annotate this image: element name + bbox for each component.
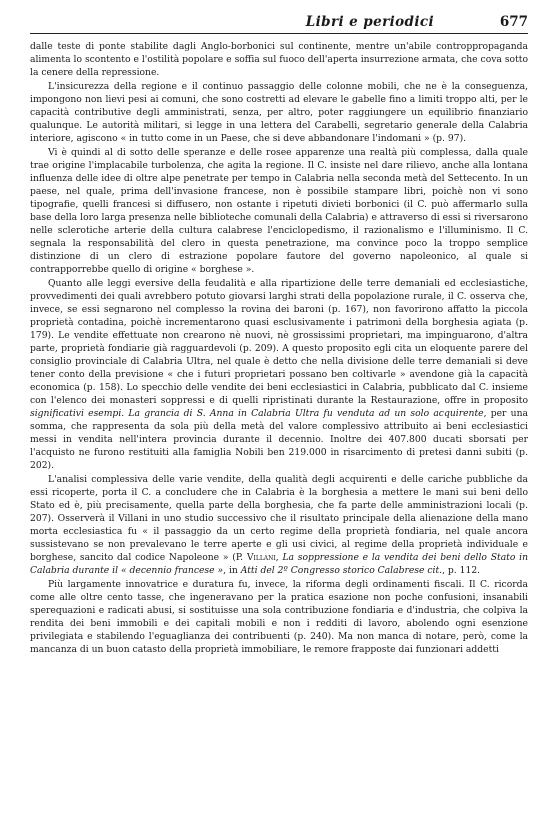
page-header [30,14,528,34]
paragraph-2: L'insicurezza della regione e il continuo passaggio delle colonne mobili, che ne è la conseguenza, impongono non lievi pesi ai comuni, che sono costretti ad elevare le gabelle fino a limiti troppo alti, per le capacità contributive degli amministrati, senza, per altro, poter raggiungere un equilibrio finanziario qualunque. Le autorità militari, si legge in una lettera del Carabelli, segretario generale della Calabria interiore, agiscono « in tutto come in un Paese, che si deve abbandonare l'indomani » (p. 97). [30,81,528,144]
citation-source: Atti del 2º Congresso storico Calabrese cit. [240,565,443,576]
paragraph-1: dalle teste di ponte stabilite dagli Anglo-borbonici sul continente, mentre un'abile controppropaganda alimenta lo scontento e l'ostilità popolare e soffia sul fuoco dell'aperta insurrezione armata, che cova sotto la cenere della repressione. [30,41,528,78]
italic-example: significativi esempi. La grancia di S. Anna in Calabria Ultra fu venduta ad un solo acquirente [30,408,484,419]
body-text [30,40,528,656]
page-number: 677 [499,14,528,30]
paragraph-5: L'analisi complessiva delle varie vendite, della qualità degli acquirenti e delle cariche pubbliche da essi ricoperte, porta il C. a concludere che in Calabria è la borghesia a mettere le mani sui beni dello Stato ed è, più precisamente, quella parte della borghesia, che fa parte delle amministrazioni locali (p. 207). Osserverà il Villani in uno studio successivo che il risultato principale della alienazione della mano morta ecclesiastica fu « il passaggio da un certo regime della proprietà fondiaria, nel quale ancora sussistevano se non prevalevano le terre aperte e gli usi civici, al regime della proprietà individuale e borghese, sancito dal codice Napoleone » (P. Villani, La soppressione e la vendita dei beni dello Stato in Calabria durante il « decennio francese », in Atti del 2º Congresso storico Calabrese cit., p. 112. [30,474,529,576]
paragraph-6: Più largamente innovatrice e duratura fu, invece, la riforma degli ordinamenti fiscali. Il C. ricorda come alle oltre cento tasse, che ingeneravano per la pratica esazione non poche confusioni, insanabili sperequazioni e radicati abusi, si sostituisse una sola contribuzione fondiaria e d'industria, che colpiva la rendita dei beni immobili e dei capitali mobili e non i redditi di lavoro, abolendo ogni esenzione privilegiata e stabilendo l'eguaglianza dei contribuenti (p. 240). Ma non manca di notare, però, come la mancanza di un buon catasto della proprietà immobiliare, le remore frapposte dai funzionari addetti [30,579,528,655]
author-name: Villani [246,552,276,563]
citation-title: La soppressione e la vendita dei beni dello Stato in Calabria durante il « decennio francese » [30,552,529,576]
paragraph-3: Vi è quindi al di sotto delle speranze e delle rosee apparenze una realtà più complessa, dalla quale trae origine l'implacabile turbolenza, che agita la regione. Il C. insiste nel dare rilievo, anche alla lontana influenza delle idee di oltre alpe penetrate per tempo in Calabria nella seconda metà del Settecento. In un paese, nel quale, prima dell'invasione francese, non è possibile stampare libri, poichè non vi sono tipografie, quelli francesi si diffusero, non ostante i ripetuti divieti borbonici (il C. può affermarlo sulla base della loro larga presenza nelle biblioteche comunali della Calabria) e attraverso di essi si riversarono nelle sclerotiche arterie della cultura calabrese l'enciclopedismo, il razionalismo e l'illuminismo. Il C. segnala la responsabilità del clero in questa penetrazione, ma convince poco la troppo semplice distinzione di un clero di estrazione popolare fautore del governo napoleonico, al quale si contrapporrebbe quello di origine « borghese ». [30,147,528,275]
paragraph-4: Quanto alle leggi eversive della feudalità e alla ripartizione delle terre demaniali ed ecclesiastiche, provvedimenti dei quali avrebbero potuto giovarsi larghi strati della popolazione rurale, il C. osserva che, invece, se essi segnarono nel complesso la rovina dei baroni (p. 167), non favorirono affatto la piccola proprietà contadina, poichè incrementarono quasi esclusivamente i patrimoni della borghesia agiata (p. 179). Le vendite effettuate non crearono nè nuovi, nè grossissimi proprietari, ma impinguarono, d'altra parte, proprietà fondiarie già ragguardevoli (p. 209). A questo proposito egli cita un eloquente parere del consiglio provinciale di Calabria Ultra, nel quale è detto che nella divisione delle terre demaniali si deve tener conto della previsione « che i futuri proprietari possano ben coltivarle » avendone già la capacità economica (p. 158). Lo specchio delle vendite dei beni ecclesiastici in Calabria, pubblicato dal C. insieme con l'elenco dei monasteri soppressi e di quelli ripristinati durante la Restaurazione, offre in proposito significativi esempi. La grancia di S. Anna in Calabria Ultra fu venduta ad un solo acquirente, per una somma, che rappresenta da sola più della metà del valore complessivo attribuito ai beni ecclesiastici messi in vendita nell'intera provincia durante il decennio. Inoltre dei 407.800 ducati sborsati per l'acquisto ne furono restituiti alla famiglia Nobili ben 219.000 in risarcimento di pretesi danni subiti (p. 202). [30,278,528,471]
running-head: Libri e periodici [305,14,435,30]
